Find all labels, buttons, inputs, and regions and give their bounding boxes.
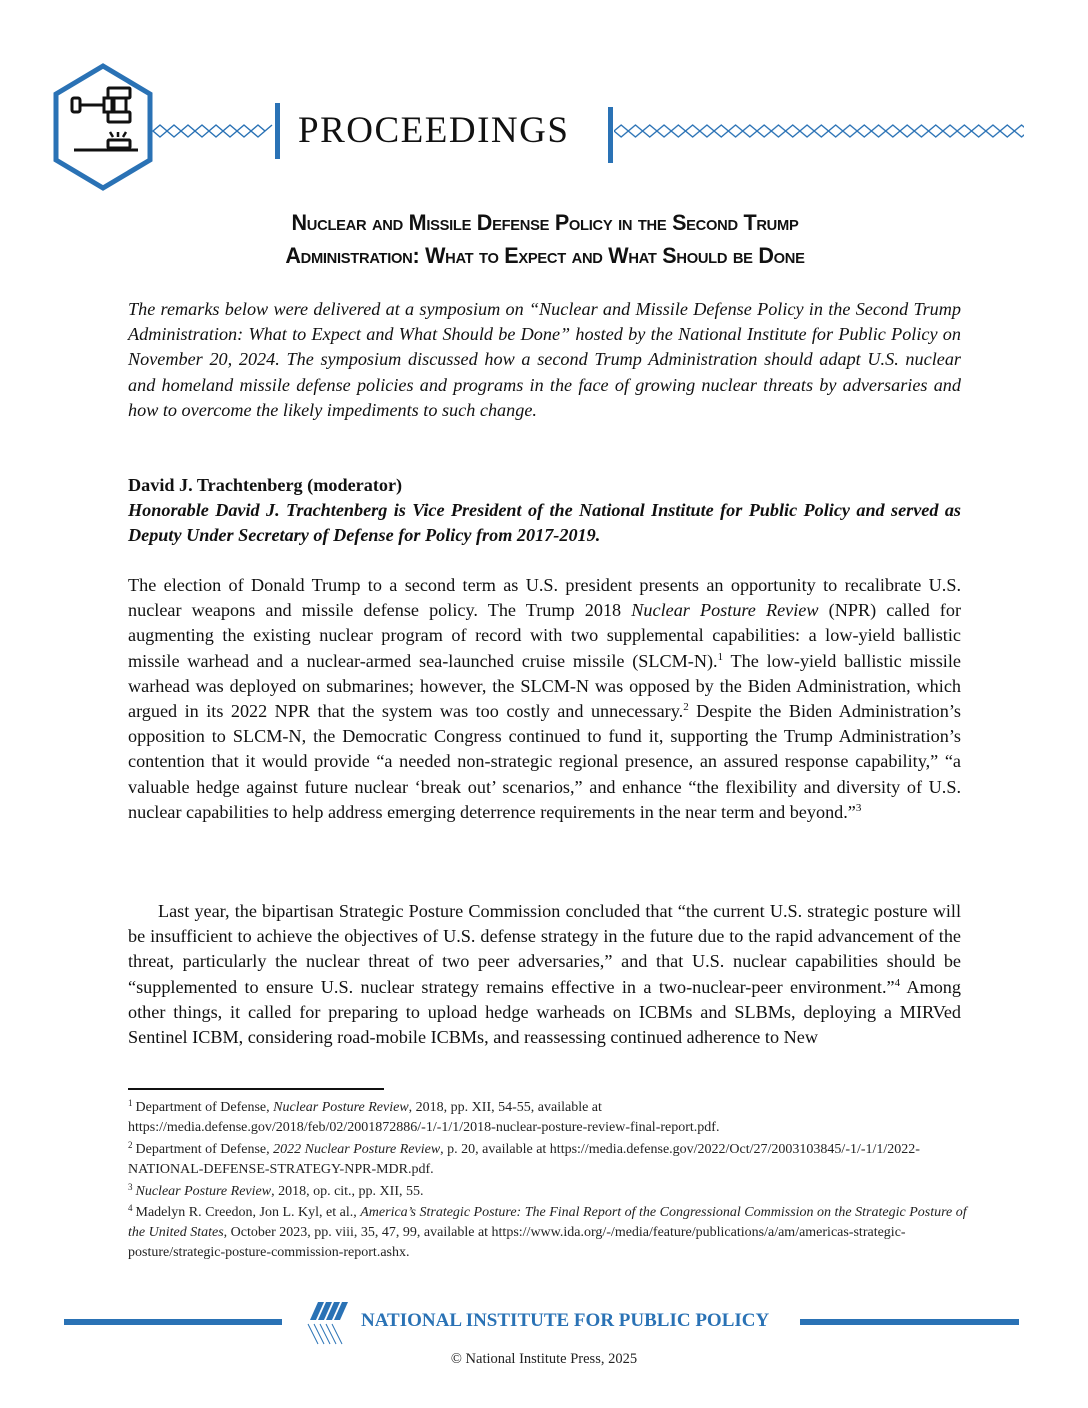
body-paragraph-1: The election of Donald Trump to a second term as U.S. president presents an opportunity to recalibrate U.S. nuclear weapons and missile defense policy. The Trump 2018 Nuclear Posture Review (NPR) called for augmenting the existing nuclear program of record with two supplemental capabilities: a low-yield ballistic missile warhead and a nuclear-armed sea-launched cruise missile (SLCM-N).$^1$ The low-yield ballistic missile warhead was deployed on submarines; however, the SLCM-N was opposed by the Biden Administration, which argued in its 2022 NPR that the system was too costly and unnecessary.$^2$ Despite the Biden Administration’s opposition to SLCM-N, the Democratic Congress continued to fund it, supporting the Trump Administration’s contention that it would provide “a needed non-strategic regional presence, an assured response capability,” “a valuable hedge against future nuclear ‘break out’ scenarios,” and enhance “the flexibility and diversity of U.S. nuclear capabilities to help address emerging deterrence requirements in the near term and beyond.”$^3$ bbox=[128, 575, 961, 822]
diamond-chain-right bbox=[614, 124, 1024, 138]
diamond-chain-left bbox=[152, 124, 274, 138]
section-label: PROCEEDINGS bbox=[298, 110, 570, 151]
footnote-2-link[interactable]: , p. 20, available at https://media.defense.gov/2022/Oct/27/2003103845/-1/-1/1/2022-NATIONAL-DEFENSE-STRATEGY-NPR-MDR.pdf. bbox=[128, 1142, 920, 1177]
footnote-ref-4[interactable]: 4 bbox=[894, 976, 901, 989]
footnote-ref-1[interactable]: 1 bbox=[717, 650, 724, 663]
footnote-4: $^4$ Madelyn R. Creedon, Jon L. Kyl, et al., America’s Strategic Posture: The Final Report of the Congressional Commission on the Strategic Posture of the United States, October 2023, pp. viii, 35, 47, 99, available at https://www.ida.org/-/media/feature/publications/a/am/americas-strategic-posture/strategic-posture-commission-report.ashx. bbox=[128, 1203, 967, 1260]
footnote-2: $^2$ Department of Defense, 2022 Nuclear Posture Review, p. 20, available at https://media.defense.gov/2022/Oct/27/2003103845/-1/-1/1/2022-NATIONAL-DEFENSE-STRATEGY-NPR-MDR.pdf. bbox=[128, 1140, 920, 1177]
organization-name: NATIONAL INSTITUTE FOR PUBLIC POLICY bbox=[361, 1310, 770, 1331]
speaker-bio: Honorable David J. Trachtenberg is Vice President of the National Institute for Public Policy and served as Deputy Under Secretary of Defense for Policy from 2017-2019. bbox=[128, 500, 961, 546]
footnote-separator bbox=[128, 1088, 384, 1090]
footnote-ref-3[interactable]: 3 bbox=[855, 801, 862, 814]
header-divider-right bbox=[608, 107, 613, 163]
speaker-name: David J. Trachtenberg (moderator) bbox=[128, 475, 403, 495]
footnote-4-link[interactable]: , October 2023, pp. viii, 35, 47, 99, available at https://www.ida.org/-/media/feature/publications/a/am/americas-strategic-posture/strategic-posture-commission-report.ashx. bbox=[128, 1225, 906, 1260]
title-line-2: Administration: What to Expect and What Should be Done bbox=[285, 243, 805, 268]
intro-paragraph: The remarks below were delivered at a symposium on “Nuclear and Missile Defense Policy in the Second Trump Administration: What to Expect and What Should be Done” hosted by the National Institute for Public Policy on November 20, 2024. The symposium discussed how a second Trump Administration should adapt U.S. nuclear and homeland missile defense policies and programs in the face of growing nuclear threats by adversaries and how to overcome the likely impediments to such change. bbox=[128, 299, 961, 420]
copyright-notice: © National Institute Press, 2025 bbox=[450, 1351, 638, 1367]
footnote-1: $^1$ Department of Defense, Nuclear Posture Review, 2018, pp. XII, 54-55, available at https://media.defense.gov/2018/feb/02/2001872886/-1/-1/1/2018-nuclear-posture-review-final-report.pdf. bbox=[128, 1098, 720, 1135]
header-divider-left bbox=[275, 103, 280, 159]
nipp-logo-icon bbox=[300, 1300, 354, 1346]
footer-rule-left bbox=[64, 1319, 282, 1325]
title-line-1: Nuclear and Missile Defense Policy in the Second Trump bbox=[291, 210, 799, 235]
footnote-3: $^3$ Nuclear Posture Review, 2018, op. cit., pp. XII, 55. bbox=[128, 1182, 424, 1199]
footnote-ref-2[interactable]: 2 bbox=[683, 701, 689, 714]
document-title bbox=[129, 206, 962, 272]
footnote-1-link[interactable]: , 2018, pp. XII, 54-55, available at https://media.defense.gov/2018/feb/02/2001872886/-1/-1/1/2018-nuclear-posture-review-final-report.pdf. bbox=[128, 1100, 720, 1135]
gavel-icon bbox=[52, 62, 154, 192]
body-paragraph-2: Last year, the bipartisan Strategic Posture Commission concluded that “the current U.S. strategic posture will be insufficient to achieve the objectives of U.S. defense strategy in the future due to the rapid advancement of the threat, particularly the nuclear threat of two peer adversaries,” and that U.S. nuclear capabilities should be “supplemented to ensure U.S. nuclear strategy remains effective in a two-nuclear-peer environment.”$^4$ Among other things, it called for preparing to upload hedge warheads on ICBMs and SLBMs, deploying a MIRVed Sentinel ICBM, considering road-mobile ICBMs, and reassessing continued adherence to New bbox=[128, 901, 961, 1048]
footer-rule-right bbox=[800, 1319, 1019, 1325]
